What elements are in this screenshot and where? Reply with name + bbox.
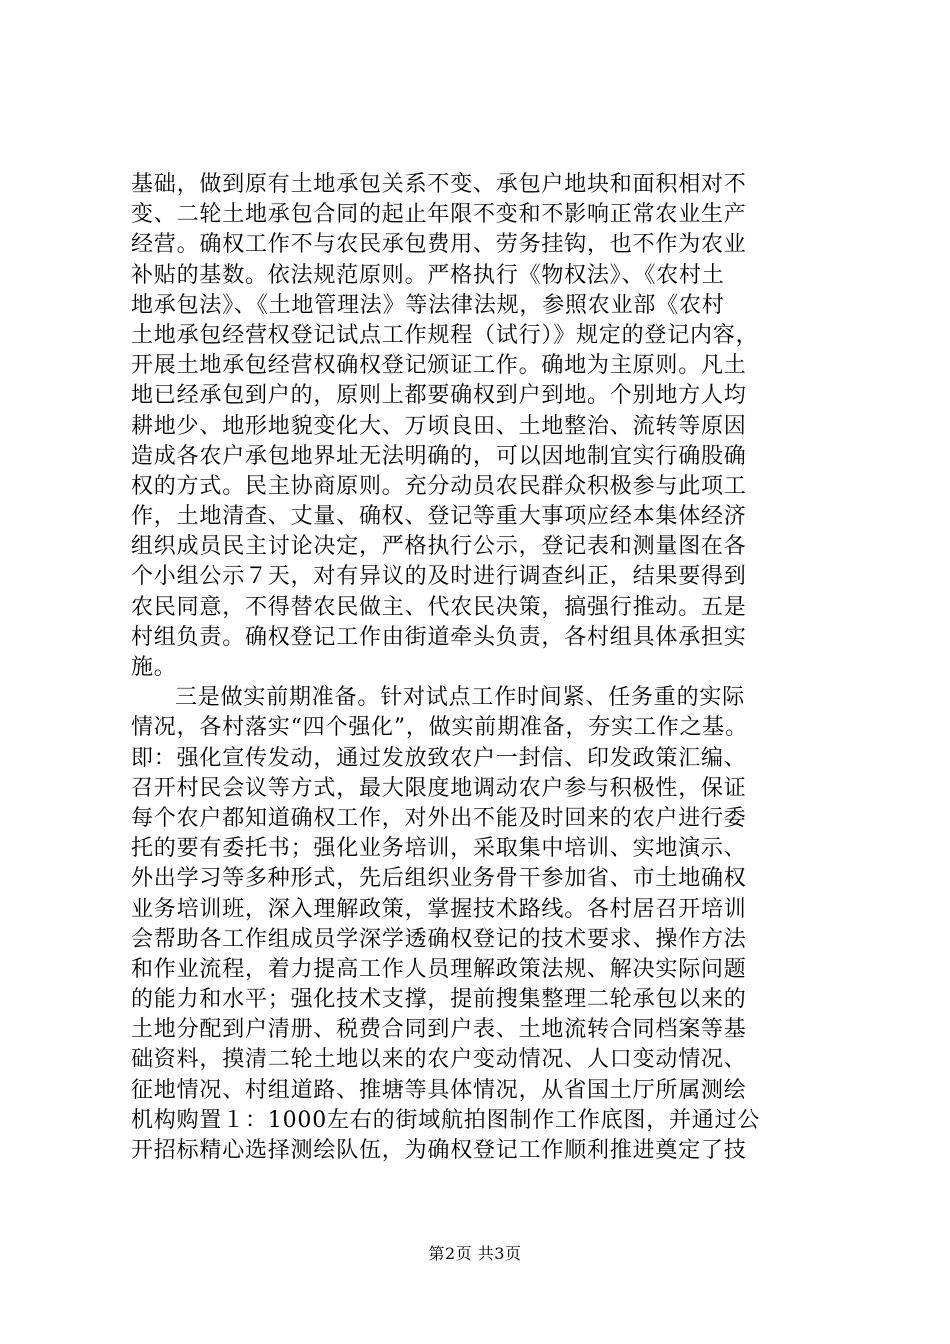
text-line: 村组负责。确权登记工作由街道牵头负责，各村组具体承担实 — [131, 624, 747, 650]
text-line: 农民同意，不得替农民做主、代农民决策，搞强行推动。五是 — [131, 594, 747, 620]
text-line: 耕地少、地形地貌变化大、万顷良田、土地整治、流转等原因 — [131, 413, 747, 439]
paragraph-start-line: 三是做实前期准备。针对试点工作时间紧、任务重的实际 — [175, 685, 746, 711]
text-line: 补贴的基数。依法规范原则。严格执行《物权法》、《农村土 — [131, 262, 725, 288]
text-line: 业务培训班，深入理解政策，掌握技术路线。各村居召开培训 — [131, 896, 747, 922]
text-line: 土地分配到户清册、税费合同到户表、土地流转合同档案等基 — [131, 1017, 747, 1043]
text-line: 机构购置１：1000左右的街域航拍图制作工作底图，并通过公 — [131, 1107, 761, 1133]
text-line: 组织成员民主讨论决定，严格执行公示，登记表和测量图在各 — [131, 534, 747, 560]
text-line: 地已经承包到户的，原则上都要确权到户到地。个别地方人均 — [131, 383, 747, 409]
text-line: 础资料，摸清二轮土地以来的农户变动情况、人口变动情况、 — [131, 1047, 747, 1073]
text-line: 作，土地清查、丈量、确权、登记等重大事项应经本集体经济 — [131, 504, 747, 530]
text-line: 个小组公示７天，对有异议的及时进行调查纠正，结果要得到 — [131, 564, 747, 590]
text-line: 征地情况、村组道路、推塘等具体情况，从省国土厅所属测绘 — [131, 1077, 747, 1103]
text-line: 召开村民会议等方式，最大限度地调动农户参与积极性，保证 — [131, 775, 747, 801]
text-line: 经营。确权工作不与农民承包费用、劳务挂钩，也不作为农业 — [131, 232, 747, 258]
text-line: 即：强化宣传发动，通过发放致农户一封信、印发政策汇编、 — [131, 745, 747, 771]
text-line: 和作业流程，着力提高工作人员理解政策法规、解决实际问题 — [131, 956, 747, 982]
text-line: 变、二轮土地承包合同的起止年限不变和不影响正常农业生产 — [131, 202, 747, 228]
text-line: 施。 — [131, 655, 177, 680]
text-line: 托的要有委托书；强化业务培训，采取集中培训、实地演示、 — [131, 836, 747, 862]
text-line: 基础，做到原有土地承包关系不变、承包户地块和面积相对不 — [131, 172, 747, 197]
text-line: 权的方式。民主协商原则。充分动员农民群众积极参与此项工 — [131, 473, 747, 499]
page-footer: 第2页 共3页 — [428, 1244, 522, 1263]
text-line: 每个农户都知道确权工作，对外出不能及时回来的农户进行委 — [131, 805, 747, 831]
text-line: 的能力和水平；强化技术支撑，提前搜集整理二轮承包以来的 — [131, 987, 747, 1013]
text-line: 外出学习等多种形式，先后组织业务骨干参加省、市土地确权 — [131, 866, 747, 892]
text-line: 开招标精心选择测绘队伍，为确权登记工作顺利推进奠定了技 — [131, 1138, 747, 1163]
text-line: 情况，各村落实“四个强化”，做实前期准备，夯实工作之基。 — [131, 715, 748, 741]
document-body — [131, 170, 831, 1166]
text-line: 地承包法》、《土地管理法》等法律法规，参照农业部《农村 — [131, 292, 725, 318]
text-line: 造成各农户承包地界址无法明确的，可以因地制宜实行确股确 — [131, 443, 747, 469]
text-line: 土地承包经营权登记试点工作规程（试行）》规定的登记内容， — [131, 322, 759, 348]
text-line: 会帮助各工作组成员学深学透确权登记的技术要求、操作方法 — [131, 926, 747, 952]
text-line: 开展土地承包经营权确权登记颁证工作。确地为主原则。凡土 — [131, 353, 747, 379]
